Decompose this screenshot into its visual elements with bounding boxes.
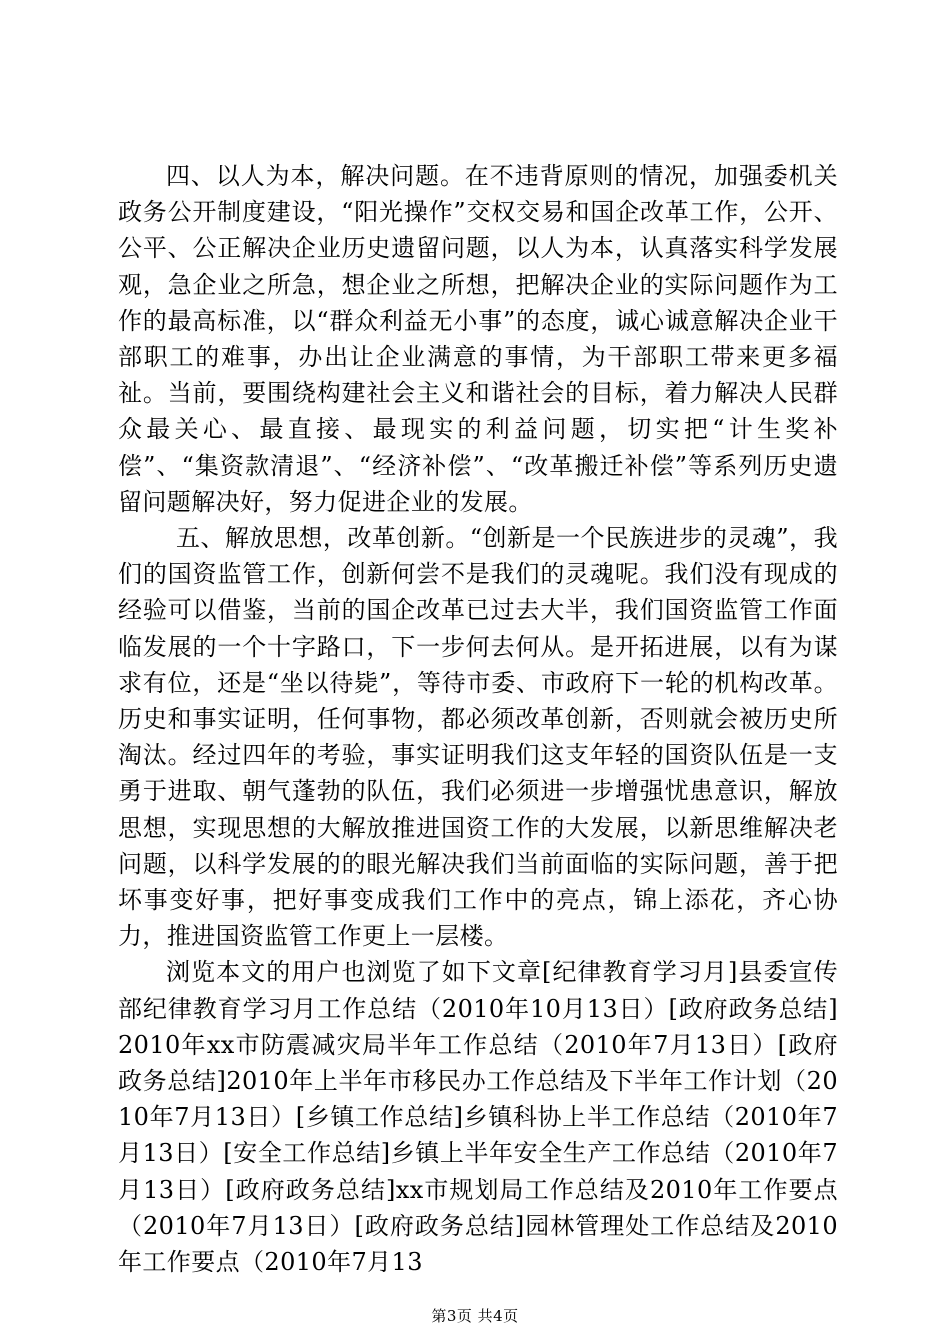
page-footer: 第3页 共4页 bbox=[431, 1307, 519, 1325]
document-body bbox=[118, 158, 838, 1280]
paragraph-section-four: 四、以人为本，解决问题。在不违背原则的情况，加强委机关政务公开制度建设，“阳光操作”交权交易和国企改革工作，公开、公平、公正解决企业历史遗留问题，以人为本，认真落实科学发展观，急企业之所急，想企业之所想，把解决企业的实际问题作为工作的最高标准，以“群众利益无小事”的态度，诚心诚意解决企业干部职工的难事，办出让企业满意的事情，为干部职工带来更多福祉。当前，要围绕构建社会主义和谐社会的目标，着力解决人民群众最关心、最直接、最现实的利益问题，切实把“计生奖补偿”、“集资款清退”、“经济补偿”、“改革搬迁补偿”等系列历史遗留问题解决好，努力促进企业的发展。 bbox=[118, 162, 838, 516]
paragraph-section-five: 五、解放思想，改革创新。“创新是一个民族进步的灵魂”，我们的国资监管工作，创新何尝不是我们的灵魂呢。我们没有现成的经验可以借鉴，当前的国企改革已过去大半，我们国资监管工作面临发展的一个十字路口，下一步何去何从。是开拓进展，以有为谋求有位，还是“坐以待毙”，等待市委、市政府下一轮的机构改革。历史和事实证明，任何事物，都必须改革创新，否则就会被历史所淘汰。经过四年的考验，事实证明我们这支年轻的国资队伍是一支勇于进取、朝气蓬勃的队伍，我们必须进一步增强忧患意识，解放思想，实现思想的大解放推进国资工作的大发展，以新思维解决老问题，以科学发展的的眼光解决我们当前面临的实际问题，善于把坏事变好事，把好事变成我们工作中的亮点，锦上添花，齐心协力，推进国资监管工作更上一层楼。 bbox=[118, 524, 838, 951]
paragraph-related-articles: 浏览本文的用户也浏览了如下文章[纪律教育学习月]县委宣传部纪律教育学习月工作总结（2010年10月13日）[政府政务总结]2010年xx市防震减灾局半年工作总结（2010年7月13日）[政府政务总结]2010年上半年市移民办工作总结及下半年工作计划（2010年7月13日）[乡镇工作总结]乡镇科协上半工作总结（2010年7月13日）[安全工作总结]乡镇上半年安全生产工作总结（2010年7月13日）[政府政务总结]xx市规划局工作总结及2010年工作要点（2010年7月13日）[政府政务总结]园林管理处工作总结及2010年工作要点（2010年7月13 bbox=[118, 958, 838, 1277]
